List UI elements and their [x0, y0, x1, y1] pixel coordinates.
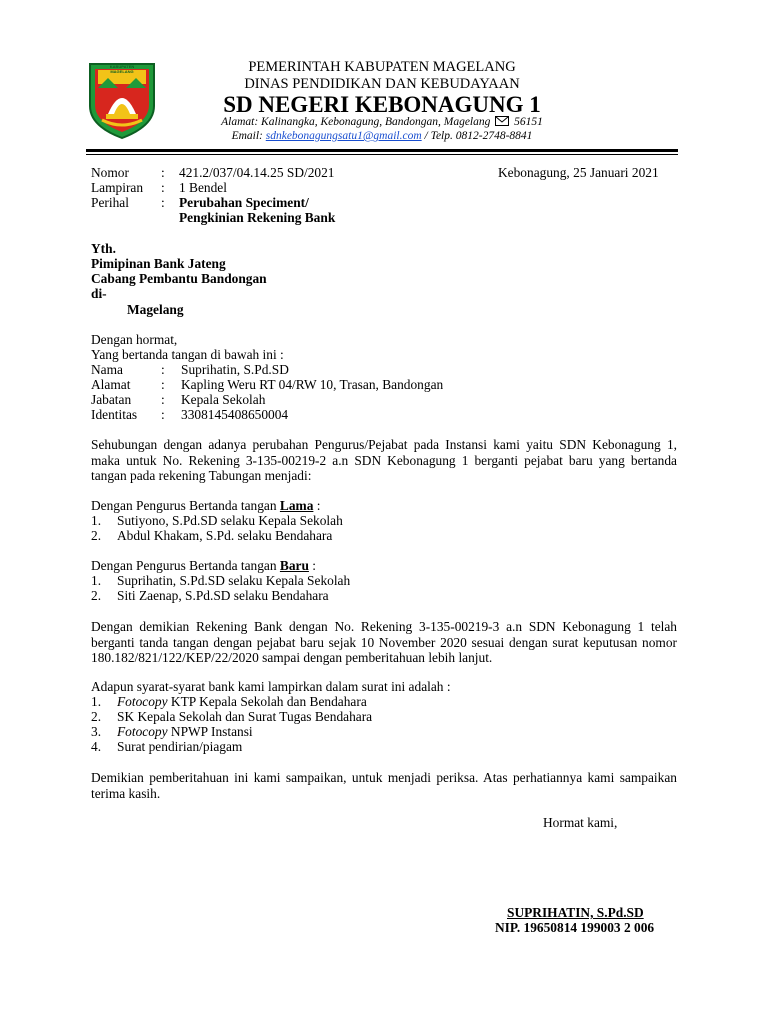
- crest-label-top: KABUPATEN: [109, 64, 135, 69]
- item-text: Surat pendirian/piagam: [117, 739, 243, 754]
- old-signatories-heading: [91, 498, 320, 513]
- list-item: Siti Zaenap, S.Pd.SD selaku Bendahara: [117, 588, 329, 603]
- gov-line: PEMERINTAH KABUPATEN MAGELANG: [248, 59, 516, 75]
- intro-line: Yang bertanda tangan di bawah ini :: [91, 347, 284, 362]
- new-signatories-heading: [91, 558, 316, 573]
- list-item: [117, 694, 367, 709]
- lampiran-label: Lampiran: [91, 180, 144, 195]
- identity-colon: :: [161, 392, 165, 407]
- item-text: KTP Kepala Sekolah dan Bendahara: [167, 694, 367, 709]
- old-keyword: Lama: [279, 498, 314, 513]
- letterhead: [0, 0, 768, 160]
- new-keyword: Baru: [279, 558, 309, 573]
- list-number: 4.: [91, 739, 102, 754]
- recipient-line-1: Pimipinan Bank Jateng: [91, 256, 226, 271]
- identity-label: Alamat: [91, 377, 131, 392]
- list-number: 3.: [91, 724, 102, 739]
- postal-code: 56151: [514, 116, 543, 128]
- emphasis: Fotocopy: [117, 694, 168, 709]
- school-address: [160, 116, 604, 129]
- identity-label: Identitas: [91, 407, 138, 422]
- identity-value: 3308145408650004: [181, 407, 289, 422]
- letter-date: Kebonagung, 25 Januari 2021: [498, 165, 659, 180]
- identity-value: Kepala Sekolah: [181, 392, 266, 407]
- identity-value: Suprihatin, S.Pd.SD: [181, 362, 289, 377]
- list-number: 1.: [91, 513, 102, 528]
- letterhead-rule-thin: [86, 154, 678, 155]
- recipient-city: Magelang: [127, 302, 184, 317]
- heading-suffix: :: [313, 498, 321, 513]
- list-number: 2.: [91, 709, 102, 724]
- signer-nip: NIP. 19650814 199003 2 006: [495, 920, 655, 935]
- recipient-di: di-: [91, 286, 107, 301]
- list-number: 2.: [91, 588, 102, 603]
- body-paragraph-2: Dengan demikian Rekening Bank dengan No. Rekening 3-135-00219-3 a.n SDN Kebonagung 1 telah berganti tanda tangan dengan pejabat baru sejak 10 November 2020 sesuai dengan surat keputusan nomor 180.182/821/122/KEP/22/2020 sampai dengan pemberitahuan lebih lanjut.: [91, 619, 677, 666]
- list-item: [117, 709, 372, 724]
- identity-value: Kapling Weru RT 04/RW 10, Trasan, Bandongan: [181, 377, 444, 392]
- list-item: Abdul Khakam, S.Pd. selaku Bendahara: [117, 528, 333, 543]
- list-item: [117, 739, 242, 754]
- recipient-line-2: Cabang Pembantu Bandongan: [91, 271, 267, 286]
- list-item: Sutiyono, S.Pd.SD selaku Kepala Sekolah: [117, 513, 343, 528]
- item-text: NPWP Instansi: [167, 724, 253, 739]
- phone-text: / Telp. 0812-2748-8841: [421, 130, 533, 142]
- nomor-colon: :: [161, 165, 165, 180]
- emphasis: Fotocopy: [117, 724, 168, 739]
- identity-colon: :: [161, 407, 165, 422]
- perihal-label: Perihal: [91, 195, 129, 210]
- list-item: Suprihatin, S.Pd.SD selaku Kepala Sekolah: [117, 573, 351, 588]
- identity-colon: :: [161, 362, 165, 377]
- envelope-icon: [495, 116, 509, 126]
- closing-paragraph: Demikian pemberitahuan ini kami sampaikan, untuk menjadi periksa. Atas perhatiannya kami sampaikan terima kasih.: [91, 770, 677, 801]
- lampiran-colon: :: [161, 180, 165, 195]
- heading-text: Dengan Pengurus Bertanda tangan: [91, 558, 280, 573]
- school-contact: [160, 130, 604, 143]
- crest-label-bottom: MAGELANG: [110, 69, 134, 74]
- email-link[interactable]: sdnkebonagungsatu1@gmail.com: [265, 130, 422, 142]
- heading-suffix: :: [308, 558, 317, 573]
- signer-name: SUPRIHATIN, S.Pd.SD: [507, 905, 644, 920]
- identity-colon: :: [161, 377, 165, 392]
- list-number: 1.: [91, 694, 102, 709]
- greeting: Dengan hormat,: [91, 332, 178, 347]
- list-number: 2.: [91, 528, 102, 543]
- lampiran-value: 1 Bendel: [179, 180, 227, 195]
- identity-label: Nama: [91, 362, 123, 377]
- body-paragraph-1: Sehubungan dengan adanya perubahan Pengurus/Pejabat pada Instansi kami yaitu SDN Kebonagung 1, maka untuk No. Rekening 3-135-00219-2 a.n SDN Kebonagung 1 berganti pejabat baru yang bertanda tangan pada rekening Tabungan menjadi:: [91, 437, 677, 484]
- school-name: SD NEGERI KEBONAGUNG 1: [223, 92, 541, 117]
- list-number: 1.: [91, 573, 102, 588]
- heading-text: Dengan Pengurus Bertanda tangan: [91, 498, 280, 513]
- perihal-colon: :: [161, 195, 165, 210]
- recipient-yth: Yth.: [91, 241, 116, 256]
- email-label: Email:: [231, 130, 266, 142]
- regards-text: Hormat kami,: [543, 815, 618, 830]
- letterhead-rule-thick: [86, 149, 678, 152]
- perihal-value-2: Pengkinian Rekening Bank: [179, 210, 336, 225]
- dept-line: DINAS PENDIDIKAN DAN KEBUDAYAAN: [244, 76, 520, 92]
- nomor-label: Nomor: [91, 165, 129, 180]
- item-text: SK Kepala Sekolah dan Surat Tugas Bendahara: [117, 709, 373, 724]
- list-item: [117, 724, 253, 739]
- nomor-value: 421.2/037/04.14.25 SD/2021: [179, 165, 335, 180]
- address-text: Alamat: Kalinangka, Kebonagung, Bandongan, Magelang: [221, 116, 491, 128]
- identity-label: Jabatan: [91, 392, 132, 407]
- perihal-value-1: Perubahan Speciment/: [179, 195, 309, 210]
- requirements-intro: Adapun syarat-syarat bank kami lampirkan dalam surat ini adalah :: [91, 679, 451, 694]
